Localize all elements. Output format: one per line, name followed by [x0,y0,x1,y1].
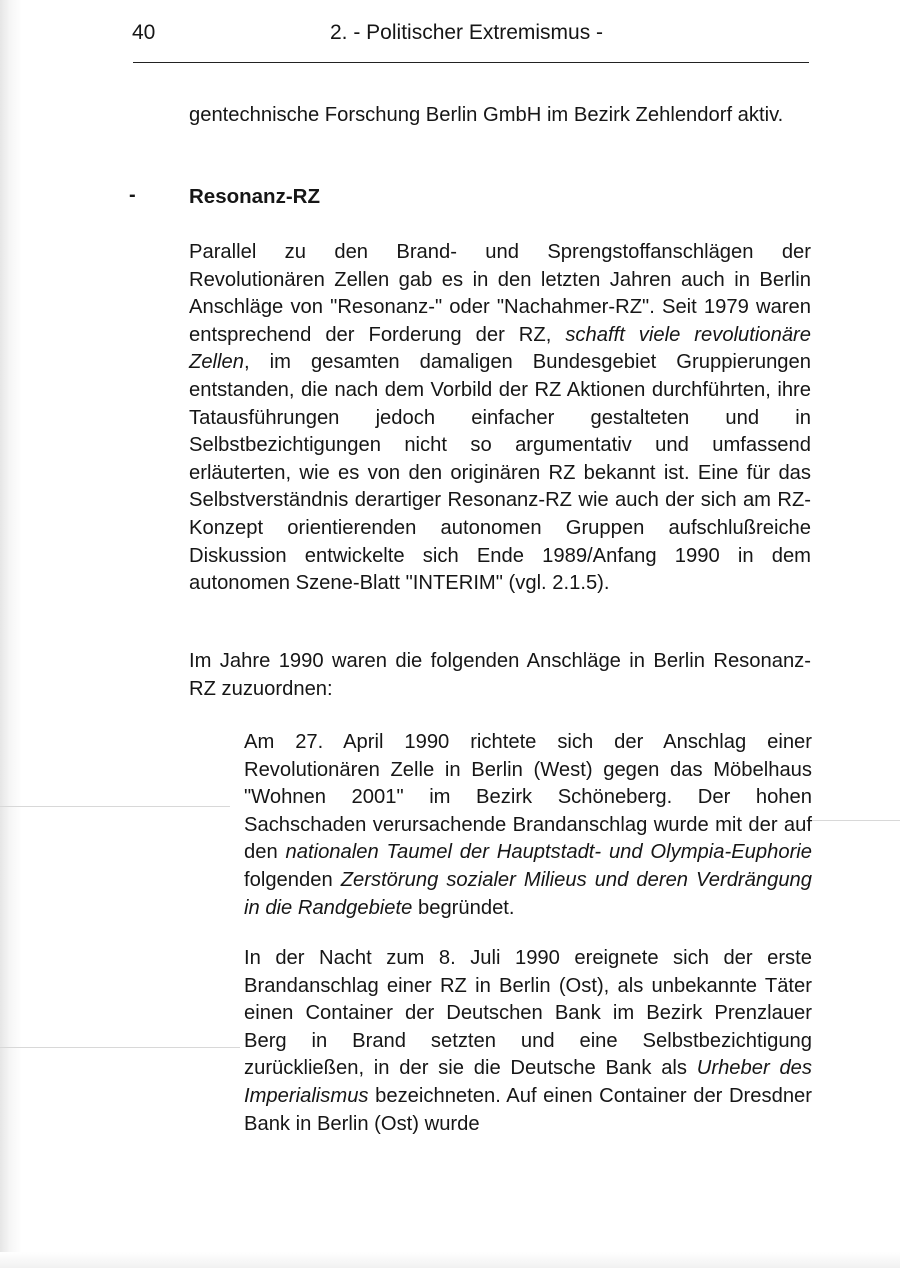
paragraph-resonanz [189,239,811,598]
text-run: Parallel zu den Brand- und Sprengstoffanschlägen der Revolutionären Zellen gab es in den letzten Jahren auch in Berlin Anschläge von "Resonanz-" oder "Nachahmer-RZ". Seit 1979 waren entsprechend der Forderung der RZ, [189,241,811,346]
scan-artifact-line [810,820,900,821]
section-bullet: - [129,184,136,206]
text-run: begründet. [417,896,515,919]
paragraph-list-intro: Im Jahre 1990 waren die folgenden Anschläge in Berlin Resonanz-RZ zuzuordnen: [189,650,811,700]
section-heading: Resonanz-RZ [189,185,320,208]
quoted-phrase: Zerstörung sozialer Milieus und deren Verdrängung in die Randgebiete [244,868,813,919]
text-run: Am 27. April 1990 richtete sich der Anschlag einer Revolutionären Zelle in Berlin (West) gegen das Möbelhaus "Wohnen 2001" im Bezirk Schöneberg. Der hohen Sachschaden verursachende Brandanschlag wurde mit der auf den [244,731,812,864]
page-number: 40 [132,21,156,44]
header-rule [133,62,809,63]
scan-artifact-line [0,806,230,807]
quoted-slogan: schafft viele revolutionäre Zellen [189,323,812,374]
text-run: In der Nacht zum 8. Juli 1990 ereignete sich der erste Brandanschlag einer RZ in Berlin (Ost), als unbekannte Täter einen Container der Deutschen Bank im Bezirk Prenzlauer Berg in Brand setzten und eine Selbstbezichtigung zurückließen, in der sie die Deutsche Bank als [244,947,812,1080]
text-run: bezeichneten. Auf einen Container der Dresdner Bank in Berlin (Ost) wurde [244,1084,812,1135]
text-run: folgenden [244,868,333,891]
quoted-phrase: nationalen Taumel der Hauptstadt- und Olympia-Euphorie [285,841,813,864]
running-title: 2. - Politischer Extremismus - [330,21,604,44]
scan-shadow-left [0,0,22,1268]
paragraph-intro: gentechnische Forschung Berlin GmbH im Bezirk Zehlendorf aktiv. [189,104,784,126]
quoted-phrase: Urheber des Imperialismus [244,1057,812,1107]
scan-artifact-line [0,1047,240,1048]
text-run: , im gesamten damaligen Bundesgebiet Gruppierungen entstanden, die nach dem Vorbild der RZ Aktionen durchführten, ihre Tatausführungen jedoch einfacher gestalteten und in Selbstbezichtigungen nicht so argumentativ und umfassend erläuterten, wie es von den originären RZ bekannt ist. Eine für das Selbstverständnis derartiger Resonanz-RZ wie auch der sich am RZ-Konzept orientierenden autonomen Gruppen aufschlußreiche Diskussion entwickelte sich Ende 1989/Anfang 1990 in dem autonomen Szene-Blatt "INTERIM" (vgl. 2.1.5). [189,351,811,595]
paragraph-july-1990 [244,945,812,1138]
paragraph-april-1990 [244,729,812,922]
scan-shadow-bottom [0,1252,900,1268]
